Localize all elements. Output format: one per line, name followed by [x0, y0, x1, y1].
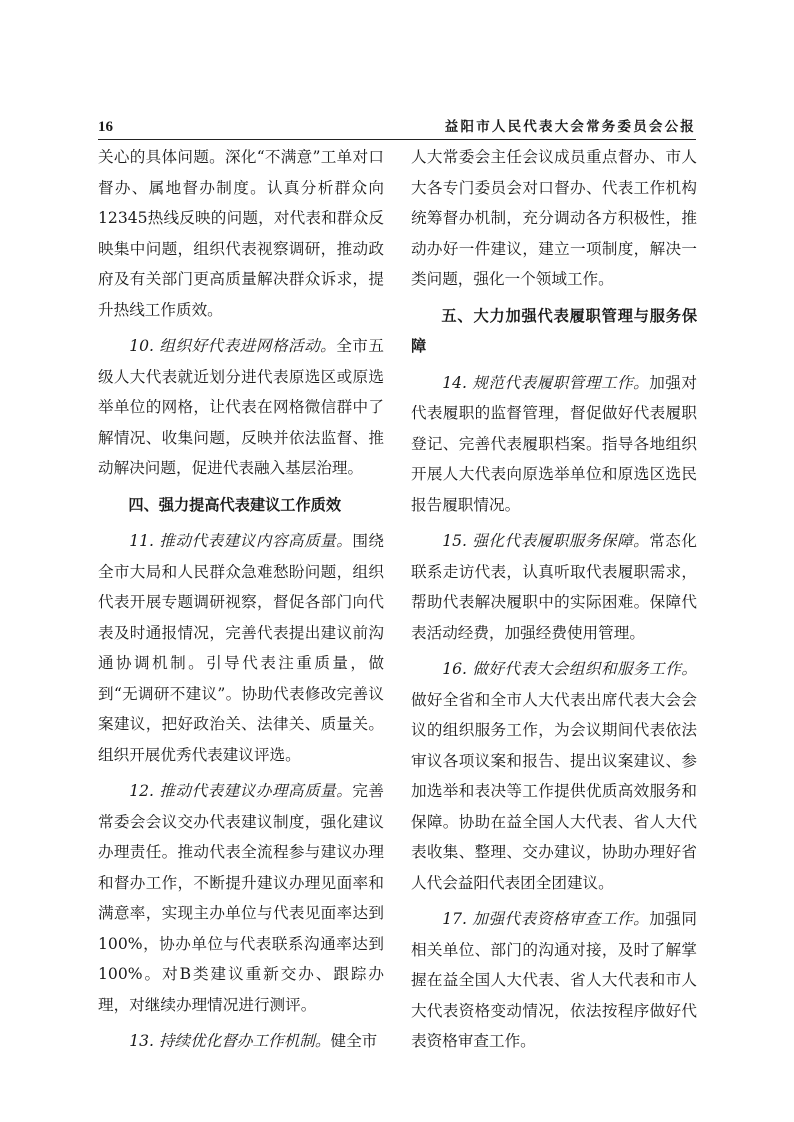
item-10-body: 全市五级人大代表就近划分进代表原选区或原选举单位的网格，让代表在网格微信群中了解情况、收集问题，反映并依法监督、推动解决问题，促进代表融入基层治理。: [98, 337, 384, 477]
item-17-title: 17. 加强代表资格审查工作。: [442, 910, 650, 928]
paragraph-item-16: [411, 654, 697, 898]
item-14-title: 14. 规范代表履职管理工作。: [442, 373, 650, 392]
item-15-body: 常态化联系走访代表，认真听取代表履职需求，帮助代表解决履职中的实际困难。保障代表活动经费，加强经费使用管理。: [411, 532, 697, 642]
item-12-title: 12. 推动代表建议办理高质量。: [129, 782, 353, 800]
paragraph-item-12: [98, 776, 384, 1020]
paragraph-item-14: [411, 368, 697, 521]
item-10-title: 10. 组织好代表进网格活动。: [129, 337, 337, 355]
item-13-title: 13. 持续优化督办工作机制。: [129, 1032, 331, 1050]
page-number: 16: [98, 119, 113, 135]
item-15-title: 15. 强化代表履职服务保障。: [442, 532, 650, 550]
left-column: [98, 142, 384, 1057]
header-rule: [98, 139, 696, 140]
paragraph-continued: 关心的具体问题。深化“不满意”工单对口督办、属地督办制度。认真分析群众向12345热线反映的问题，对代表和群众反映集中问题，组织代表视察调研，推动政府及有关部门更高质量解决群众诉求，提升热线工作质效。: [98, 148, 384, 319]
journal-title: 益阳市人民代表大会常务委员会公报: [444, 119, 696, 135]
paragraph-item-17: [411, 904, 697, 1057]
item-16-body: 做好全省和全市人大代表出席代表大会会议的组织服务工作，为会议期间代表依法审议各项议案和报告、提出议案建议、参加选举和表决等工作提供优质高效服务和保障。协助在益全国人大代表、省人大代表收集、整理、交办建议，协助办理好省人代会益阳代表团全团建议。: [411, 690, 697, 892]
item-14-body: 加强对代表履职的监督管理，督促做好代表履职登记、完善代表履职档案。指导各地组织开展人大代表向原选举单位和原选区选民报告履职情况。: [411, 373, 697, 514]
right-column: [411, 142, 697, 1057]
item-16-title: 16. 做好代表大会组织和服务工作。: [442, 660, 697, 678]
section-heading-5: 五、大力加强代表履职管理与服务保障: [411, 306, 697, 355]
paragraph-item-10: [98, 331, 384, 484]
paragraph-item-11: [98, 526, 384, 770]
item-13-body: 健全市: [330, 1032, 378, 1050]
item-17-body: 加强同相关单位、部门的沟通对接，及时了解掌握在益全国人大代表、省人大代表和市人大代表资格变动情况，依法按程序做好代表资格审查工作。: [411, 910, 697, 1050]
item-11-title: 11. 推动代表建议内容高质量。: [129, 532, 353, 550]
page-header: [98, 117, 696, 137]
paragraph-item-13: [98, 1026, 384, 1057]
item-12-body: 完善常委会会议交办代表建议制度，强化建议办理责任。推动代表全流程参与建议办理和督办工作，不断提升建议办理见面率和满意率，实现主办单位与代表见面率达到100%，协办单位与代表联系沟通率达到100%。对B类建议重新交办、跟踪办理，对继续办理情况进行测评。: [98, 782, 384, 1014]
paragraph-item-15: [411, 526, 697, 648]
paragraph-continued-right: 人大常委会主任会议成员重点督办、市人大各专门委员会对口督办、代表工作机构统筹督办机制，充分调动各方积极性，推动办好一件建议，建立一项制度，解决一类问题，强化一个领域工作。: [411, 148, 697, 288]
item-11-body: 围绕全市大局和人民群众急难愁盼问题，组织代表开展专题调研视察，督促各部门向代表及时通报情况，完善代表提出建议前沟通协调机制。引导代表注重质量，做到“无调研不建议”。协助代表修改完善议案建议，把好政治关、法律关、质量关。组织开展优秀代表建议评选。: [98, 532, 384, 764]
section-heading-4: 四、强力提高代表建议工作质效: [128, 495, 342, 514]
